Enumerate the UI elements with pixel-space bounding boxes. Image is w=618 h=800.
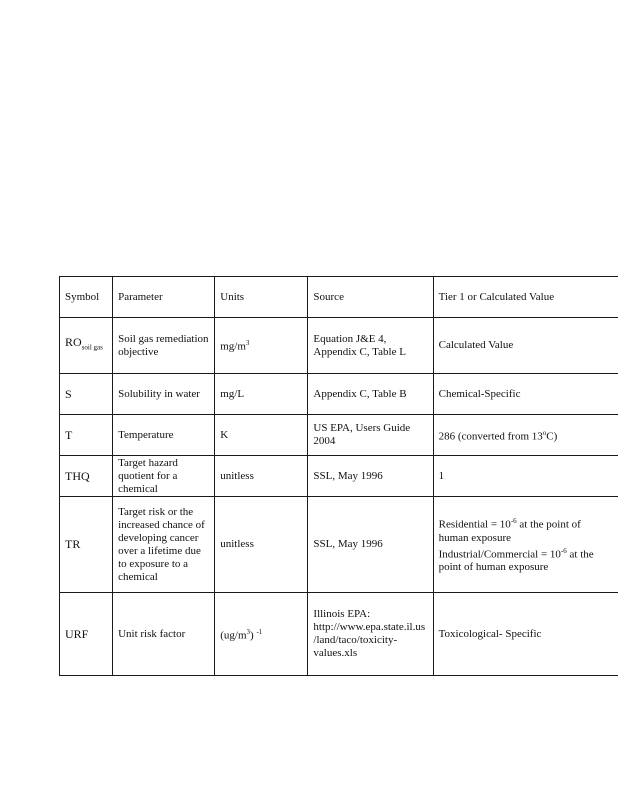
- value-text: Residential = 10: [438, 518, 511, 531]
- header-source: Source: [308, 277, 433, 318]
- symbol-cell: T: [60, 415, 113, 456]
- symbol-text: RO: [65, 335, 82, 350]
- parameter-cell: Temperature: [113, 415, 215, 456]
- symbol-cell: THQ: [60, 456, 113, 497]
- value-superscript: -6: [510, 516, 517, 525]
- units-cell: [215, 593, 308, 676]
- table-row: [60, 456, 618, 497]
- value-text-end: at the: [566, 548, 594, 561]
- symbol-subscript: soil gas: [81, 343, 103, 352]
- parameter-cell: Target hazard quotient for a chemical: [113, 456, 215, 497]
- units-text: mg/m: [220, 340, 246, 353]
- units-exponent: -1: [256, 627, 263, 636]
- table-row: [60, 415, 618, 456]
- header-value: Tier 1 or Calculated Value: [433, 277, 618, 318]
- value-cell: [433, 415, 618, 456]
- table-row: [60, 497, 618, 593]
- units-superscript: 3: [245, 339, 250, 348]
- table-header-row: [60, 277, 618, 318]
- parameter-cell: Unit risk factor: [113, 593, 215, 676]
- units-text: (ug/m: [220, 629, 247, 642]
- symbol-cell: [60, 318, 113, 374]
- table-row: [60, 374, 618, 415]
- units-superscript: 3: [246, 627, 251, 636]
- source-cell: SSL, May 1996: [308, 497, 433, 593]
- header-parameter: Parameter: [113, 277, 215, 318]
- parameters-table: [59, 276, 618, 676]
- value-cell: 1: [433, 456, 618, 497]
- value-cell: Toxicological- Specific: [433, 593, 618, 676]
- value-line: [439, 515, 618, 532]
- value-superscript: o: [542, 428, 547, 437]
- value-text: Industrial/Commercial = 10: [438, 548, 561, 561]
- table-row: [60, 593, 618, 676]
- symbol-cell: URF: [60, 593, 113, 676]
- symbol-cell: S: [60, 374, 113, 415]
- units-cell: mg/L: [215, 374, 308, 415]
- header-symbol: Symbol: [60, 277, 113, 318]
- parameter-cell: Solubility in water: [113, 374, 215, 415]
- value-cell: [433, 497, 618, 593]
- parameter-cell: Soil gas remediation objective: [113, 318, 215, 374]
- value-superscript: -6: [560, 546, 567, 555]
- value-line: point of human exposure: [438, 561, 549, 574]
- value-cell: Calculated Value: [433, 318, 618, 374]
- source-cell: Appendix C, Table B: [308, 374, 433, 415]
- source-cell: US EPA, Users Guide 2004: [308, 415, 433, 456]
- source-cell: Equation J&E 4, Appendix C, Table L: [308, 318, 433, 374]
- source-cell: SSL, May 1996: [308, 456, 433, 497]
- units-cell: K: [215, 415, 308, 456]
- symbol-cell: TR: [60, 497, 113, 593]
- units-cell: unitless: [215, 497, 308, 593]
- value-text: 286 (converted from 13: [438, 430, 543, 443]
- source-cell: Illinois EPA: http://www.epa.state.il.us /land/taco/toxicity- values.xls: [308, 593, 433, 676]
- table-row: [60, 318, 618, 374]
- value-cell: Chemical-Specific: [433, 374, 618, 415]
- parameter-cell: Target risk or the increased chance of developing cancer over a lifetime due to exposure to a chemical: [113, 497, 215, 593]
- units-cell: unitless: [215, 456, 308, 497]
- value-line: [439, 545, 618, 562]
- value-text-end: at the point of: [516, 518, 581, 531]
- value-text-end: C): [546, 430, 558, 443]
- units-cell: [215, 318, 308, 374]
- units-text-end: ): [250, 629, 254, 642]
- value-line: human exposure: [438, 531, 512, 544]
- header-units: Units: [215, 277, 308, 318]
